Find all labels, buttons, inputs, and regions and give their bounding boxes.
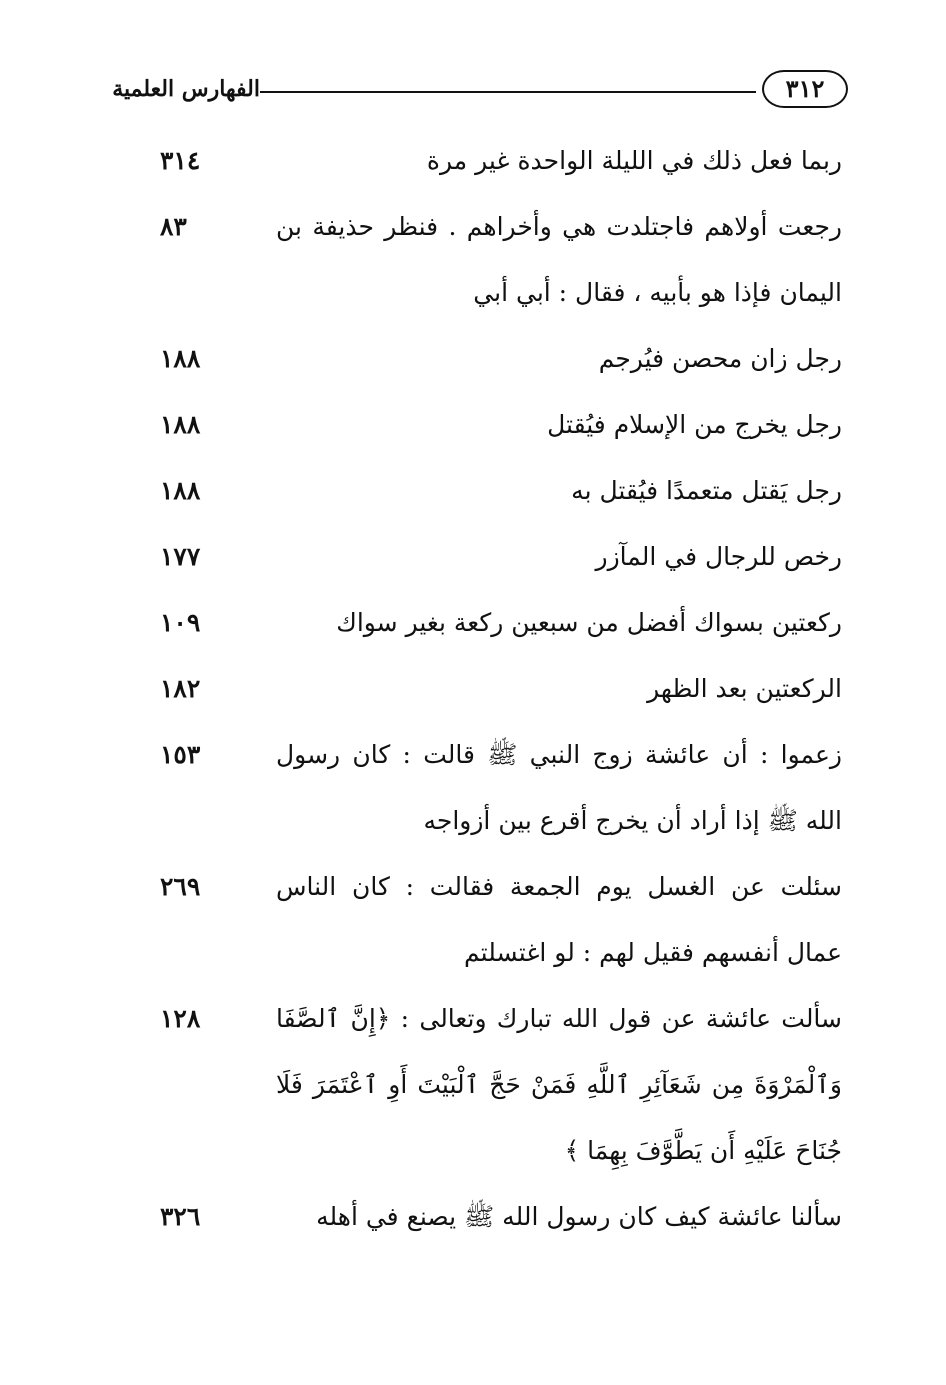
entry-page-number: ٣١٤ — [160, 146, 201, 175]
index-entry — [0, 194, 946, 326]
entry-page-number: ١٥٣ — [160, 740, 201, 769]
entry-page-number: ١٨٨ — [160, 410, 201, 439]
entry-text: سئلت عن الغسل يوم الجمعة فقالت : كان الناس عمال أنفسهم فقيل لهم : لو اغتسلتم — [276, 872, 842, 967]
entry-page-number: ١٨٨ — [160, 344, 201, 373]
entry-page-number: ٣٢٦ — [160, 1202, 201, 1231]
entry-text: زعموا : أن عائشة زوج النبي ﷺ قالت : كان رسول الله ﷺ إذا أراد أن يخرج أقرع بين أزواجه — [276, 740, 842, 835]
index-entries — [0, 128, 946, 1250]
entry-page-number: ١٢٨ — [160, 1004, 201, 1033]
entry-page-number: ١٨٨ — [160, 476, 201, 505]
entry-text: ركعتين بسواك أفضل من سبعين ركعة بغير سواك — [336, 608, 842, 637]
page-number: ٣١٢ — [762, 70, 848, 108]
entry-page-number: ١٧٧ — [160, 542, 201, 571]
entry-text: رجعت أولاهم فاجتلدت هي وأخراهم . فنظر حذيفة بن اليمان فإذا هو بأبيه ، فقال : أبي أبي — [276, 212, 842, 307]
index-entry — [0, 524, 946, 590]
entry-text: رجل زان محصن فيُرجم — [598, 344, 842, 373]
entry-text: رجل يَقتل متعمدًا فيُقتل به — [571, 476, 842, 505]
entry-page-number: ١٨٢ — [160, 674, 201, 703]
index-entry — [0, 128, 946, 194]
index-entry — [0, 656, 946, 722]
index-entry — [0, 854, 946, 986]
running-title: الفهارس العلمية — [112, 76, 260, 102]
index-entry — [0, 722, 946, 854]
entry-text: سألت عائشة عن قول الله تبارك وتعالى : ﴿إِنَّ ٱلصَّفَا وَٱلْمَرْوَةَ مِن شَعَآئِرِ ٱللَّهِ فَمَنْ حَجَّ ٱلْبَيْتَ أَوِ ٱعْتَمَرَ فَلَا جُنَاحَ عَلَيْهِ أَن يَطَّوَّفَ بِهِمَا ﴾ — [276, 1004, 842, 1165]
entry-page-number: ٨٣ — [160, 212, 187, 241]
index-entry — [0, 1184, 946, 1250]
index-entry — [0, 590, 946, 656]
entry-text: رجل يخرج من الإسلام فيُقتل — [547, 410, 842, 439]
entry-page-number: ١٠٩ — [160, 608, 201, 637]
entry-text: رخص للرجال في المآزر — [595, 542, 842, 571]
entry-page-number: ٢٦٩ — [160, 872, 201, 901]
entry-text: الركعتين بعد الظهر — [647, 674, 842, 703]
header-rule — [260, 91, 756, 93]
index-entry — [0, 392, 946, 458]
page-header — [100, 66, 848, 114]
entry-text: سألنا عائشة كيف كان رسول الله ﷺ يصنع في أهله — [316, 1202, 842, 1231]
index-entry — [0, 326, 946, 392]
index-entry — [0, 986, 946, 1184]
entry-text: ربما فعل ذلك في الليلة الواحدة غير مرة — [426, 146, 842, 175]
index-entry — [0, 458, 946, 524]
